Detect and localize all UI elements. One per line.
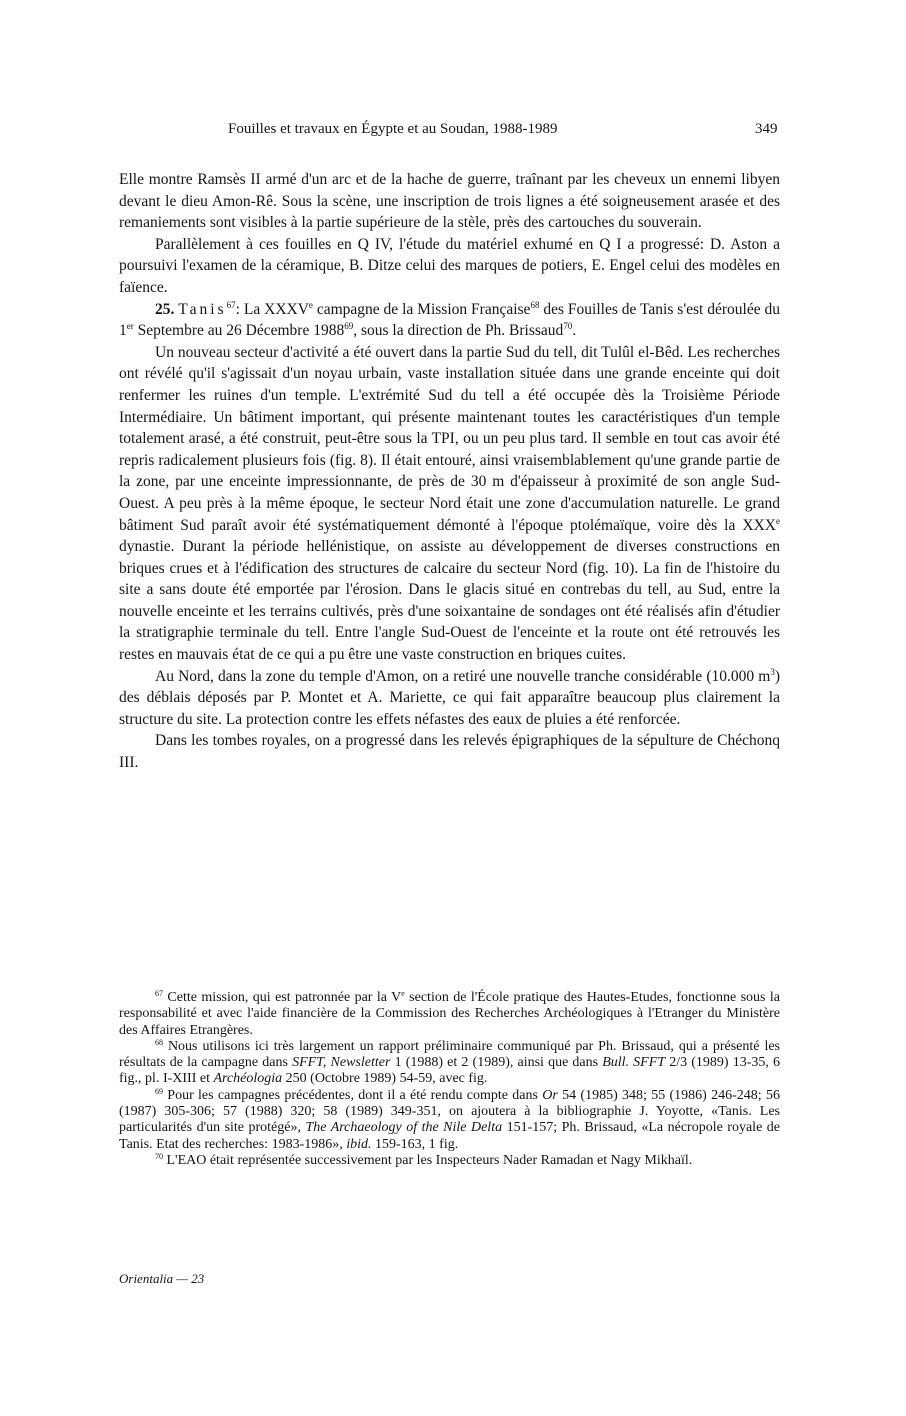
- footnote-number: 69: [155, 1086, 163, 1096]
- footnote-number: 70: [155, 1151, 163, 1161]
- footnotes: [119, 990, 780, 1169]
- signature-mark: Orientalia — 23: [119, 1271, 205, 1286]
- site-name: Tanis: [178, 300, 227, 318]
- paragraph-royal-tombs: Dans les tombes royales, on a progressé dans les relevés épigraphiques de la sépulture de Chéchonq III.: [119, 732, 780, 772]
- paragraph-stele: Elle montre Ramsès II armé d'un arc et de la hache de guerre, traînant par les cheveux un ennemi libyen devant le dieu Amon-Rê. Sous la scène, une inscription de trois lignes a été soigneusement arasée et des remaniements sont visibles à la partie supérieure de la stèle, près des cartouches du souverain.: [119, 171, 780, 232]
- footnote-ref-69[interactable]: 69: [344, 321, 354, 332]
- footnote-70: $^{70}$ L'EAO était représentée successivement par les Inspecteurs Nader Ramadan et Nagy Mikhaïl.: [155, 1151, 693, 1168]
- footnote-ref-67[interactable]: 67: [226, 299, 236, 310]
- paragraph-south-sector: Un nouveau secteur d'activité a été ouvert dans la partie Sud du tell, dit Tulûl el-Bêd. Les recherches ont révélé qu'il s'agissait d'un noyau urbain, vaste installation située dans une grande enceinte qui doit renfermer les ruines d'un temple. L'extrémité Sud du tell a été occupée dès la Troisième Période Intermédiaire. Un bâtiment important, qui présente maintenant toutes les caractéristiques d'un temple totalement arasé, a été construit, peut-être sous la TPI, ou un peu plus tard. Il semble en tout cas avoir été repris radicalement plusieurs fois (fig. 8). Il était entouré, ainsi vraisemblablement qu'une grande partie de la zone, par une enceinte impressionnante, de près de 30 m d'épaisseur à proximité de son angle Sud-Ouest. A peu près à la même époque, le secteur Nord était une zone d'accumulation naturelle. Le grand bâtiment Sud paraît avoir été systématiquement démonté à l'époque ptolémaïque, voire dès la XXXe dynastie. Durant la période hellénistique, on assiste au développement de diverses constructions en briques crues et à l'édification des structures de calcaire du secteur Nord (fig. 10). La fin de l'histoire du site a sans doute été emportée par l'érosion. Dans le glacis situé en contrebas du tell, au Sud, entre la nouvelle enceinte et les terrains cultivés, près d'une soixantaine de sondages ont été réalisés afin d'étudier la stratigraphie terminale du tell. Entre l'angle Sud-Ouest de l'enceinte et la route ont été retrouvés les restes en mauvais état de ce qui a pu être une vaste construction en briques cuites.: [119, 343, 780, 664]
- paragraph-material-study: Parallèlement à ces fouilles en Q IV, l'étude du matériel exhumé en Q I a progressé: D. Aston a poursuivi l'examen de la céramique, B. Ditze celui des marques de potiers, E. Engel celui des modèles en faïence.: [119, 235, 780, 296]
- footnote-number: 68: [155, 1037, 163, 1047]
- footnote-ref-70[interactable]: 70: [563, 321, 573, 332]
- section-number: 25.: [155, 300, 175, 318]
- paragraph-tanis-intro: 25. Tanis$^{67}$: La XXXVe campagne de la Mission Française$^{68}$ des Fouilles de Tanis s'est déroulée du 1er Septembre au 26 Décembre 1988$^{69}$, sous la direction de Ph. Brissaud$^{70}$.: [119, 299, 781, 340]
- running-header: [0, 121, 906, 141]
- footnote-69: $^{69}$ Pour les campagnes précédentes, dont il a été rendu compte dans Or 54 (1985) 348; 55 (1986) 246-248; 56 (1987) 305-306; 57 (1988) 320; 58 (1989) 349-351, on ajoutera à la bibliographie J. Yoyotte, «Tanis. Les particularités d'un site protégé», The Archaeology of the Nile Delta 151-157; Ph. Brissaud, «La nécropole royale de Tanis. Etat des recherches: 1983-1986», ibid. 159-163, 1 fig.: [119, 1086, 780, 1152]
- footnote-68: $^{68}$ Nous utilisons ici très largement un rapport préliminaire communiqué par Ph. Brissaud, qui a présenté les résultats de la campagne dans SFFT, Newsletter 1 (1988) et 2 (1989), ainsi que dans Bull. SFFT 2/3 (1989) 13-35, 6 fig., pl. I-XIII et Archéologia 250 (Octobre 1989) 54-59, avec fig.: [119, 1037, 780, 1087]
- running-title: Fouilles et travaux en Égypte et au Soudan, 1988-1989: [228, 121, 558, 137]
- footnote-ref-68[interactable]: 68: [530, 299, 540, 310]
- page-number: 349: [755, 121, 778, 137]
- footnote-67: $^{67}$ Cette mission, qui est patronnée par la Ve section de l'École pratique des Hautes-Etudes, fonctionne sous la responsabilité et avec l'aide financière de la Commission des Recherches Archéologiques à l'Etranger du Ministère des Affaires Etrangères.: [119, 989, 780, 1038]
- main-text: [119, 169, 780, 774]
- paragraph-north-sector: Au Nord, dans la zone du temple d'Amon, on a retiré une nouvelle tranche considérable (10.000 $m^3$) des déblais déposés par P. Montet et A. Mariette, ce qui fait apparaître beaucoup plus clairement la structure du site. La protection contre les effets néfastes des eaux de pluies a été renforcée.: [119, 666, 780, 728]
- footnote-number: 67: [155, 989, 163, 998]
